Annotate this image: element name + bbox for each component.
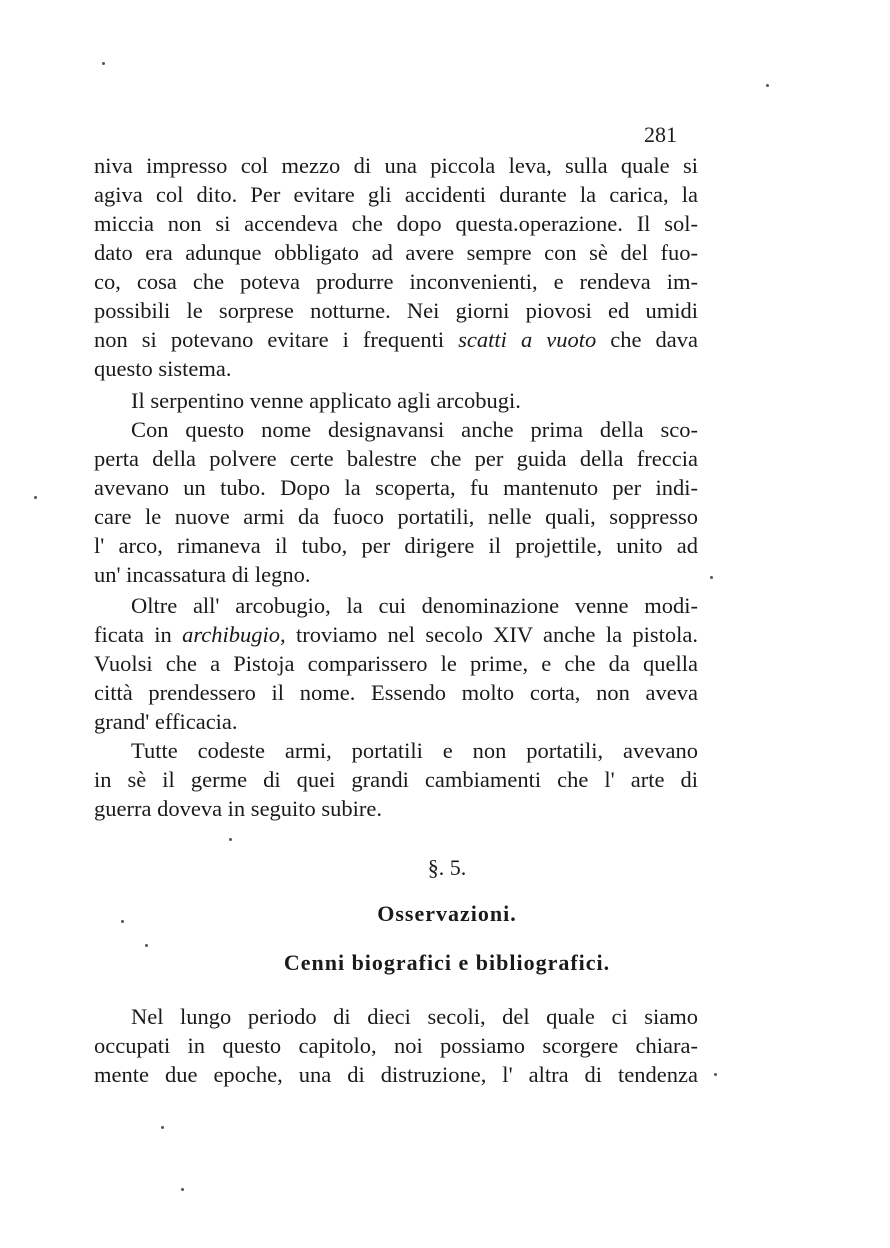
text-line: Oltre all' arcobugio, la cui denominazione venne modi-	[131, 593, 698, 618]
text-line: Vuolsi che a Pistoja comparissero le prime, e che da quella	[94, 651, 698, 676]
scan-speck	[229, 838, 232, 841]
scan-speck	[766, 84, 769, 87]
section-number: §. 5.	[427, 855, 467, 880]
section-title: Osservazioni.	[377, 901, 517, 926]
text-line	[94, 620, 698, 649]
text-line: possibili le sorprese notturne. Nei giorni piovosi ed umidi	[94, 298, 698, 323]
scan-speck	[34, 496, 37, 499]
text-line: Con questo nome designavansi anche prima della sco-	[131, 417, 698, 442]
text-line: in sè il germe di quei grandi cambiamenti che l' arte di	[94, 767, 698, 792]
scan-speck	[161, 1126, 164, 1129]
text-line: niva impresso col mezzo di una piccola leva, sulla quale si	[94, 153, 698, 178]
text-line: questo sistema.	[94, 356, 232, 381]
scan-speck	[102, 62, 105, 65]
text-line: perta della polvere certe balestre che per guida della freccia	[94, 446, 698, 471]
section-subtitle: Cenni biografici e bibliografici.	[283, 950, 611, 975]
text-line: miccia non si accendeva che dopo questa.operazione. Il sol-	[94, 211, 698, 236]
text-segment: che dava	[596, 327, 699, 352]
page-number: 281	[644, 122, 677, 147]
italic-term: scatti a vuoto	[458, 327, 597, 352]
text-line: un' incassatura di legno.	[94, 562, 311, 587]
text-line: care le nuove armi da fuoco portatili, nelle quali, soppresso	[94, 504, 698, 529]
scan-speck	[710, 576, 713, 579]
text-line: grand' efficacia.	[94, 709, 238, 734]
scan-speck	[121, 920, 124, 923]
text-line: Nel lungo periodo di dieci secoli, del quale ci siamo	[131, 1004, 698, 1029]
text-line: dato era adunque obbligato ad avere sempre con sè del fuo-	[94, 240, 698, 265]
text-segment: troviamo nel secolo XIV anche la pistola.	[285, 622, 698, 647]
text-segment: ficata in	[94, 622, 183, 647]
text-line: l' arco, rimaneva il tubo, per dirigere il projettile, unito ad	[94, 533, 698, 558]
text-line: guerra doveva in seguito subire.	[94, 796, 383, 821]
text-line: avevano un tubo. Dopo la scoperta, fu mantenuto per indi-	[94, 475, 698, 500]
text-segment: non si potevano evitare i frequenti	[94, 327, 459, 352]
scan-speck	[145, 944, 148, 947]
text-line: agiva col dito. Per evitare gli accidenti durante la carica, la	[94, 182, 698, 207]
text-line: co, cosa che poteva produrre inconvenienti, e rendeva im-	[94, 269, 698, 294]
text-line: mente due epoche, una di distruzione, l' altra di tendenza	[94, 1062, 698, 1087]
text-line: occupati in questo capitolo, noi possiamo scorgere chiara-	[94, 1033, 698, 1058]
italic-term: archibugio,	[182, 622, 286, 647]
text-line: Tutte codeste armi, portatili e non portatili, avevano	[131, 738, 698, 763]
scan-speck	[714, 1073, 717, 1076]
text-line	[94, 325, 698, 354]
text-line: Il serpentino venne applicato agli arcobugi.	[131, 388, 521, 413]
text-line: città prendessero il nome. Essendo molto corta, non aveva	[94, 680, 698, 705]
scan-speck	[181, 1188, 184, 1191]
